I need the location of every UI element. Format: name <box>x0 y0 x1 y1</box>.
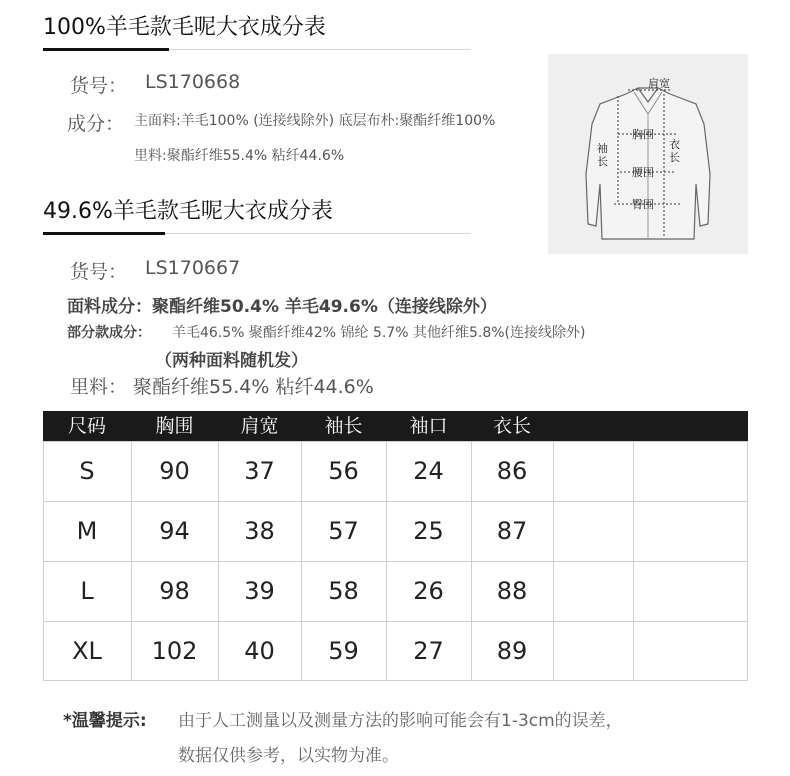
table-header-cell: 肩宽 <box>240 415 279 437</box>
section1-title: 100%羊毛款毛呢大衣成分表 <box>43 15 326 40</box>
size-table-header <box>43 411 748 441</box>
coat-measurement-diagram <box>548 54 748 254</box>
table-header-cell: 衣长 <box>492 415 531 437</box>
table-cell: 38 <box>244 517 275 545</box>
diagram-shoulder-label: 肩宽 <box>648 77 670 90</box>
table-cell: 86 <box>496 457 528 485</box>
table-cell: XL <box>72 637 102 665</box>
comp-line1: 主面料:羊毛100% (连接线除外) 底层布朴:聚酯纤维100% <box>134 113 496 129</box>
table-cell <box>553 621 633 681</box>
table-cell: 39 <box>244 577 275 605</box>
table-cell: 59 <box>328 637 359 665</box>
table-cell: S <box>79 457 95 485</box>
table-cell: 88 <box>496 577 528 605</box>
diagram-length-label: 衣长 <box>669 138 680 164</box>
table-cell: 25 <box>413 517 444 545</box>
table-cell: 40 <box>244 637 275 665</box>
table-header-cell: 尺码 <box>67 415 106 437</box>
table-cell: 98 <box>159 577 190 605</box>
table-header-cell: 袖口 <box>409 415 448 437</box>
fabric-composition: 面料成分：聚酯纤维50.4% 羊毛49.6%（连接线除外） <box>67 297 497 317</box>
table-cell: 89 <box>496 637 528 665</box>
diagram-hip-label: 臀围 <box>632 198 654 211</box>
item-label-2: 货号： <box>70 261 128 283</box>
table-cell: 58 <box>328 577 359 605</box>
table-cell: 56 <box>328 457 359 485</box>
table-cell: L <box>80 577 94 605</box>
item-value-1: LS170668 <box>145 71 241 93</box>
table-cell: M <box>76 517 98 545</box>
diagram-waist-label: 腰围 <box>632 166 654 179</box>
comp-label-1: 成分： <box>67 113 125 135</box>
table-cell: 87 <box>496 517 528 545</box>
section2-rule-accent <box>43 232 165 235</box>
item-label-1: 货号： <box>70 75 128 97</box>
tip-line2: 数据仅供参考，以实物为准。 <box>178 746 399 766</box>
table-cell <box>633 441 748 501</box>
table-cell: 24 <box>413 457 444 485</box>
size-table-body <box>43 441 748 681</box>
partial-value: 羊毛46.5% 聚酯纤维42% 锦纶 5.7% 其他纤维5.8%(连接线除外) <box>172 325 586 341</box>
table-cell <box>633 621 748 681</box>
table-cell <box>553 561 633 621</box>
diagram-sleeve-label: 袖长 <box>597 142 608 168</box>
table-cell <box>633 561 748 621</box>
section1-rule-accent <box>43 48 169 51</box>
table-cell: 37 <box>244 457 275 485</box>
table-cell: 90 <box>159 457 190 485</box>
partial-label: 部分款成分： <box>67 325 151 341</box>
table-header-cell <box>553 411 633 441</box>
table-cell: 27 <box>413 637 444 665</box>
tip-line1: 由于人工测量以及测量方法的影响可能会有1-3cm的误差， <box>178 711 623 731</box>
table-cell: 94 <box>159 517 190 545</box>
table-cell <box>553 501 633 561</box>
table-cell: 26 <box>413 577 444 605</box>
random-note: （两种面料随机发） <box>155 351 308 371</box>
table-cell: 57 <box>328 517 359 545</box>
table-header-cell <box>633 411 748 441</box>
diagram-chest-label: 胸围 <box>632 128 654 141</box>
table-header-cell: 袖长 <box>324 415 363 437</box>
comp-line2: 里料:聚酯纤维55.4% 粘纤44.6% <box>134 148 345 164</box>
table-header-cell: 胸围 <box>155 415 194 437</box>
lining-composition: 里料： 聚酯纤维55.4% 粘纤44.6% <box>70 376 374 398</box>
section2-title: 49.6%羊毛款毛呢大衣成分表 <box>43 199 333 224</box>
table-cell <box>633 501 748 561</box>
tip-label: *温馨提示: <box>63 711 147 731</box>
table-cell <box>553 441 633 501</box>
item-value-2: LS170667 <box>145 257 241 279</box>
table-cell: 102 <box>151 637 198 665</box>
